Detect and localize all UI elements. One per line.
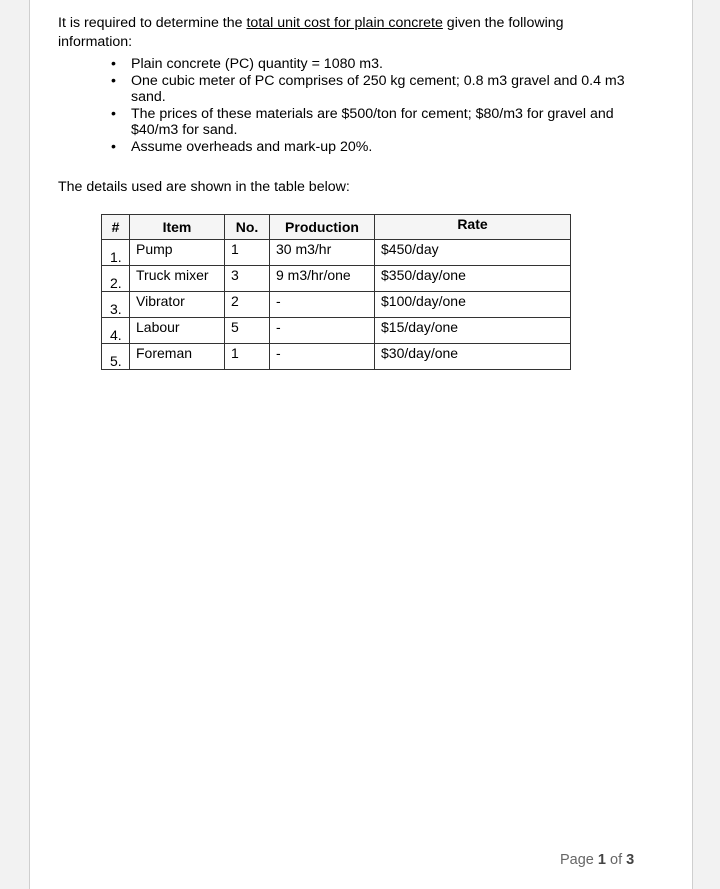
cell-no: 3 xyxy=(225,266,270,292)
cell-production: - xyxy=(270,318,375,344)
cell-number: 2. xyxy=(102,266,130,292)
intro-text-end: given the following information: xyxy=(58,15,564,50)
table-row xyxy=(102,318,571,344)
header-item: Item xyxy=(130,215,225,240)
bullet-icon: • xyxy=(111,72,116,89)
cell-rate: $15/day/one xyxy=(375,318,571,344)
cell-production: - xyxy=(270,292,375,318)
table-header-row xyxy=(102,215,571,240)
bullet-icon: • xyxy=(111,138,116,155)
list-item: • One cubic meter of PC comprises of 250 kg cement; 0.8 m3 gravel and 0.4 m3 sand. xyxy=(111,72,625,105)
page-indicator: Page 1 of 3 xyxy=(560,852,635,868)
cell-rate: $30/day/one xyxy=(375,344,571,370)
table-row xyxy=(102,292,571,318)
header-no: No. xyxy=(225,215,270,240)
cell-number: 5. xyxy=(102,344,130,370)
equipment-table xyxy=(101,214,571,370)
intro-text: It is required to determine the xyxy=(58,15,247,31)
intro-underlined-text: total unit cost for plain concrete xyxy=(246,15,443,31)
cell-no: 1 xyxy=(225,344,270,370)
cell-rate: $100/day/one xyxy=(375,292,571,318)
header-production: Production xyxy=(270,215,375,240)
cell-rate: $450/day xyxy=(375,240,571,266)
total-page-count: 3 xyxy=(626,852,635,868)
bullet-icon: • xyxy=(111,56,116,72)
details-text: The details used are shown in the table below: xyxy=(58,179,350,195)
table-row xyxy=(102,344,571,370)
cell-item: Truck mixer xyxy=(130,266,225,292)
table-row xyxy=(102,240,571,266)
cell-rate: $350/day/one xyxy=(375,266,571,292)
cell-item: Foreman xyxy=(130,344,225,370)
cell-item: Vibrator xyxy=(130,292,225,318)
cell-item: Pump xyxy=(130,240,225,266)
cell-number: 3. xyxy=(102,292,130,318)
cell-item: Labour xyxy=(130,318,225,344)
cell-production: - xyxy=(270,344,375,370)
cell-no: 5 xyxy=(225,318,270,344)
cell-production: 30 m3/hr xyxy=(270,240,375,266)
bullet-list xyxy=(100,56,640,155)
header-number: # xyxy=(102,215,130,240)
cell-no: 1 xyxy=(225,240,270,266)
list-item: • The prices of these materials are $500/ton for cement; $80/m3 for gravel and $40/m3 for sand. xyxy=(111,105,614,138)
table-row xyxy=(102,266,571,292)
header-rate: Rate xyxy=(375,215,571,240)
list-item: • Plain concrete (PC) quantity = 1080 m3. xyxy=(111,56,383,72)
bullet-icon: • xyxy=(111,105,116,122)
cell-production: 9 m3/hr/one xyxy=(270,266,375,292)
current-page-number: 1 xyxy=(597,852,606,868)
list-item: • Assume overheads and mark-up 20%. xyxy=(111,138,373,155)
cell-no: 2 xyxy=(225,292,270,318)
cell-number: 1. xyxy=(102,240,130,266)
intro-paragraph xyxy=(58,14,638,52)
cell-number: 4. xyxy=(102,318,130,344)
